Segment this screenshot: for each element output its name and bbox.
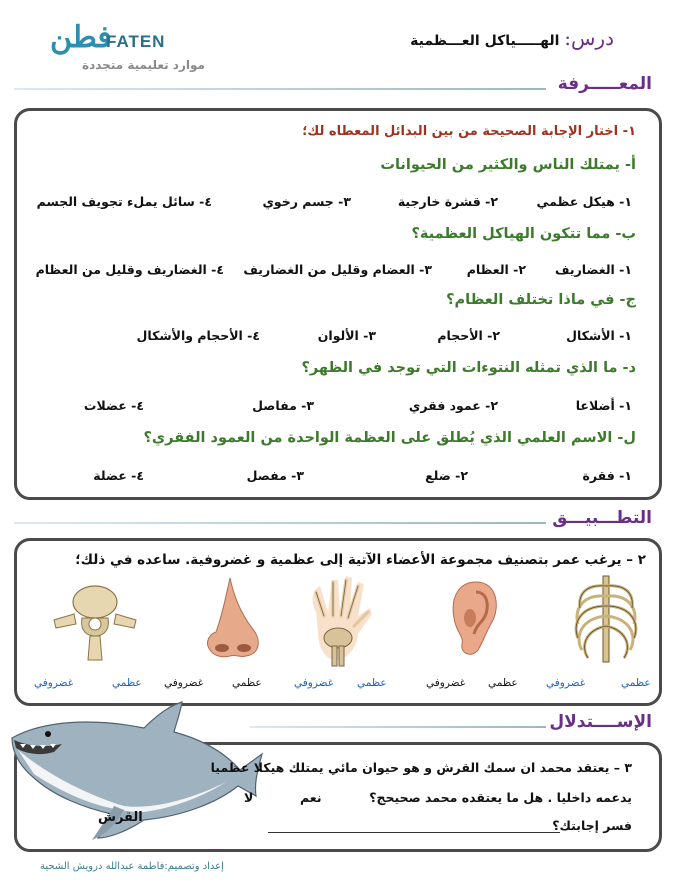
inference-line-3: فسر إجابتك؟ <box>552 818 632 833</box>
question-prompt: أ- يمتلك الناس والكثير من الحيوانات <box>380 157 636 173</box>
answer-option[interactable]: ٣- جسم رخوي <box>262 194 351 209</box>
answer-option[interactable]: ١- الغضاريف <box>554 262 632 277</box>
answer-option[interactable]: ٢- ضلع <box>425 468 468 483</box>
choice-bony[interactable]: عظمي <box>357 677 387 689</box>
answer-option[interactable]: ٢- قشرة خارجية <box>397 194 498 209</box>
logo-arabic: فطن <box>50 20 112 55</box>
choice-bony[interactable]: عظمي <box>232 677 262 689</box>
application-instruction: ٢ – يرغب عمر بتصنيف مجموعة الأعضاء الآتية إلى عظمية و غضروفية. ساعده في ذلك؛ <box>75 552 646 568</box>
answer-option[interactable]: ٣- مفصل <box>246 468 304 483</box>
question-prompt: ب- مما تتكون الهياكل العظمية؟ <box>411 226 636 242</box>
choice-cartilaginous[interactable]: غضروفي <box>164 677 204 689</box>
section-title-knowledge: المعـــــرفة <box>557 74 652 94</box>
answer-option[interactable]: ٢- الأحجام <box>437 328 500 343</box>
question-prompt: ج- في ماذا تختلف العظام؟ <box>446 292 636 308</box>
section-title-application: التطـــبيـــق <box>552 508 652 528</box>
choice-cartilaginous[interactable]: غضروفي <box>426 677 466 689</box>
nose-icon <box>200 576 266 660</box>
answer-option[interactable]: ١- هيكل عظمي <box>536 194 632 209</box>
hand-skeleton-icon <box>302 572 376 668</box>
answer-yes[interactable]: نعم <box>300 790 322 805</box>
choice-cartilaginous[interactable]: غضروفي <box>294 677 334 689</box>
author-credit: إعداد وتصميم:فاطمة عبدالله درويش الشحية <box>40 861 224 872</box>
answer-option[interactable]: ٣- مفاصل <box>252 398 314 413</box>
inference-line-2: يدعمه داخليا . هل ما يعتقده محمد صحيحج؟ <box>369 790 632 805</box>
question-prompt: د- ما الذي تمثله النتوءات التي توجد في الظهر؟ <box>301 360 636 376</box>
choice-bony[interactable]: عظمي <box>621 677 651 689</box>
answer-option[interactable]: ٣- الألوان <box>317 328 376 343</box>
answer-option[interactable]: ١- أضلاعا <box>575 398 632 413</box>
choice-cartilaginous[interactable]: غضروفي <box>546 677 586 689</box>
answer-option[interactable]: ١- فقرة <box>582 468 632 483</box>
choice-cartilaginous[interactable]: غضروفي <box>34 677 74 689</box>
inference-line-1: ٣ – يعتقد محمد ان سمك القرش و هو حيوان مائي يمتلك هيكلا عظميا <box>210 760 632 775</box>
lesson-heading <box>410 26 614 50</box>
divider <box>14 88 546 90</box>
answer-no[interactable]: لا <box>244 790 254 805</box>
answer-option[interactable]: ٤- عضلات <box>83 398 144 413</box>
answer-option[interactable]: ٤- سائل يملء تجويف الجسم <box>36 194 212 209</box>
lesson-label: درس: <box>564 26 614 50</box>
knowledge-instruction: ١- اختار الإجابة الصحيحة من بين البدائل المعطاه لك؛ <box>302 124 636 139</box>
answer-option[interactable]: ٣- العضام وقليل من الغضاريف <box>243 262 432 277</box>
answer-option[interactable]: ٢- عمود فقري <box>408 398 498 413</box>
lesson-title: الهـــــياكل العـــظمية <box>410 33 560 49</box>
answer-option[interactable]: ٤- الغضاريف وقليل من العظام <box>35 262 224 277</box>
logo-tagline: موارد تعليمية متجددة <box>82 58 205 72</box>
ribcage-icon <box>566 574 646 666</box>
answer-option[interactable]: ١- الأشكال <box>566 328 632 343</box>
divider <box>250 726 546 728</box>
faten-logo <box>38 18 238 88</box>
vertebra-icon <box>50 580 140 664</box>
logo-latin: FATEN <box>106 32 166 51</box>
shark-caption: القرش <box>98 810 143 825</box>
question-prompt: ل- الاسم العلمي الذي يُطلق على العظمة الواحدة من العمود الفقري؟ <box>143 430 636 446</box>
section-title-inference: الإســــتدلال <box>549 712 652 732</box>
answer-option[interactable]: ٤- عضلة <box>93 468 144 483</box>
answer-option[interactable]: ٢- العظام <box>466 262 526 277</box>
choice-bony[interactable]: عظمي <box>112 677 142 689</box>
divider <box>14 522 546 524</box>
ear-icon <box>446 578 502 658</box>
explanation-answer-line[interactable] <box>268 832 560 833</box>
answer-option[interactable]: ٤- الأحجام والأشكال <box>136 328 260 343</box>
choice-bony[interactable]: عظمي <box>488 677 518 689</box>
